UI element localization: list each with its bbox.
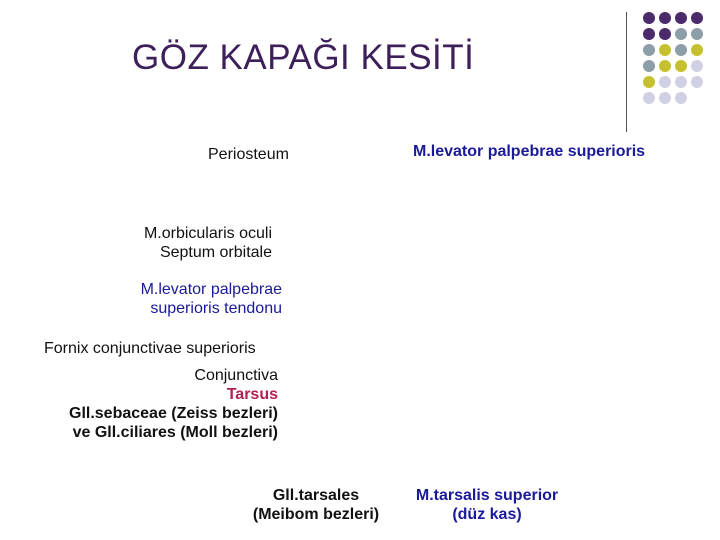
label-zeiss-glands: Gll.sebaceae (Zeiss bezleri) — [69, 405, 278, 422]
decorative-dot — [675, 92, 687, 104]
decorative-dot — [659, 12, 671, 24]
label-levator-tendon — [110, 280, 282, 318]
decorative-dot — [659, 28, 671, 40]
label-tarsalis-superior — [400, 486, 574, 524]
decorative-dot — [675, 60, 687, 72]
decorative-dot — [643, 28, 655, 40]
decorative-dot — [643, 76, 655, 88]
decorative-dot — [675, 12, 687, 24]
decorative-dot — [659, 92, 671, 104]
label-moll-glands: ve Gll.ciliares (Moll bezleri) — [72, 424, 278, 441]
decorative-dot — [675, 44, 687, 56]
slide-title: GÖZ KAPAĞI KESİTİ — [132, 38, 475, 77]
label-levator-palpebrae-superioris: M.levator palpebrae superioris — [413, 143, 646, 160]
label-tarsalis-superior-line1: M.tarsalis superior — [415, 487, 559, 504]
label-conjunctiva: Conjunctiva — [194, 367, 278, 384]
label-levator-tendon-line2: superioris tendonu — [150, 300, 282, 317]
decorative-dot — [659, 44, 671, 56]
label-gll-tarsales-line1: Gll.tarsales — [272, 487, 360, 504]
decorative-dot — [643, 92, 655, 104]
decorative-dot — [691, 12, 703, 24]
decorative-dot — [643, 12, 655, 24]
decorative-dot — [691, 28, 703, 40]
decorative-dot — [675, 28, 687, 40]
decorative-dot — [659, 76, 671, 88]
decorative-dot — [643, 60, 655, 72]
decorative-divider-line — [626, 12, 627, 132]
label-fornix-conjunctivae: Fornix conjunctivae superioris — [44, 340, 256, 357]
decorative-dot — [659, 60, 671, 72]
label-gll-tarsales — [238, 486, 394, 524]
decorative-dot — [691, 76, 703, 88]
label-smooth-muscle: (düz kas) — [452, 506, 522, 523]
label-tarsus: Tarsus — [226, 386, 278, 403]
label-levator-tendon-line1: M.levator palpebrae — [140, 281, 282, 298]
label-meibom-glands: (Meibom bezleri) — [252, 506, 380, 523]
label-periosteum: Periosteum — [208, 146, 289, 163]
label-conjunctiva-tarsus-glands — [30, 366, 278, 442]
decorative-dot — [691, 44, 703, 56]
label-orbicularis-oculi: M.orbicularis oculi — [143, 225, 272, 242]
decorative-dot — [675, 76, 687, 88]
decorative-dot — [643, 44, 655, 56]
label-orbicularis-septum — [120, 224, 272, 262]
label-septum-orbitale: Septum orbitale — [159, 244, 272, 261]
decorative-dot — [691, 60, 703, 72]
